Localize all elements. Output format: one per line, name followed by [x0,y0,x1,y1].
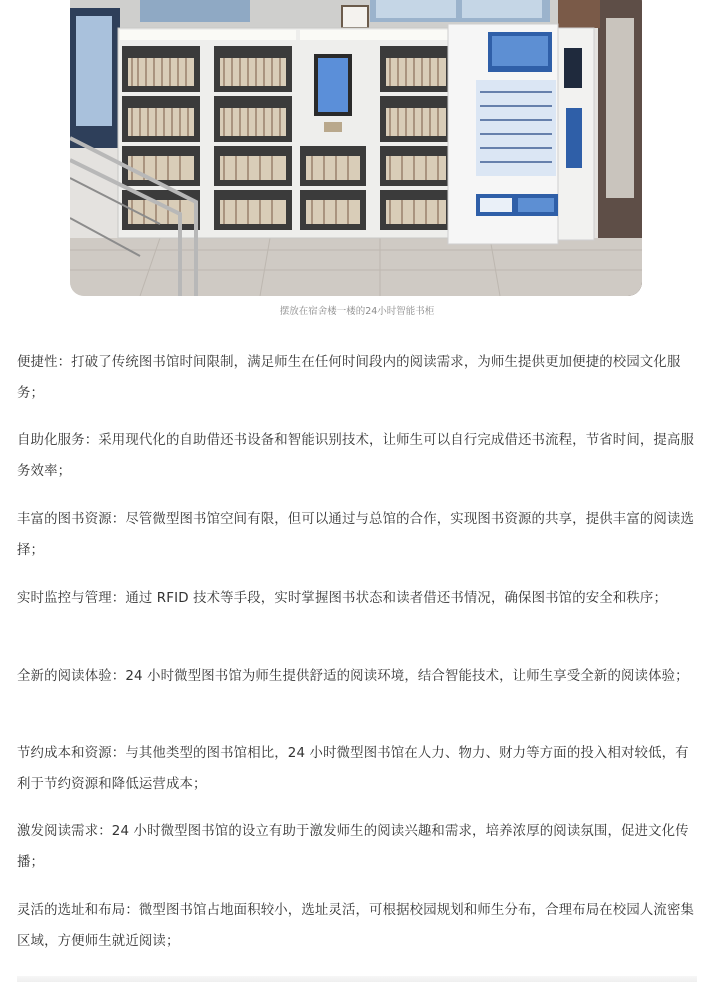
paragraph-book-resources: 丰富的图书资源：尽管微型图书馆空间有限，但可以通过与总馆的合作，实现图书资源的共享，提供丰富的阅读选择； [17,512,695,558]
paragraph-reading-experience: 全新的阅读体验：24 小时微型图书馆为师生提供舒适的阅读环境，结合智能技术，让师生享受全新的阅读体验； [17,669,689,684]
paragraph-self-service: 自助化服务：采用现代化的自助借还书设备和智能识别技术，让师生可以自行完成借还书流程，节省时间，提高服务效率； [17,433,695,479]
paragraph-flexible-location: 灵活的选址和布局：微型图书馆占地面积较小，选址灵活，可根据校园规划和师生分布，合理布局在校园人流密集区域，方便师生就近阅读； [17,903,695,949]
paragraph-convenience: 便捷性：打破了传统图书馆时间限制，满足师生在任何时间段内的阅读需求，为师生提供更加便捷的校园文化服务； [17,355,681,401]
photo-caption: 摆放在宿舍楼一楼的24小时智能书柜 [279,306,435,317]
paragraph-monitoring: 实时监控与管理：通过 RFID 技术等手段，实时掌握图书状态和读者借还书情况，确保图书馆的安全和秩序； [17,591,668,606]
library-photo [70,0,642,296]
next-paragraph-cutoff [17,976,697,982]
paragraph-cost-saving: 节约成本和资源：与其他类型的图书馆相比，24 小时微型图书馆在人力、物力、财力等方面的投入相对较低，有利于节约资源和降低运营成本； [17,746,689,792]
paragraph-reading-demand: 激发阅读需求：24 小时微型图书馆的设立有助于激发师生的阅读兴趣和需求，培养浓厚的阅读氛围，促进文化传播； [17,824,689,870]
bookcase-photo-illustration [70,0,642,296]
